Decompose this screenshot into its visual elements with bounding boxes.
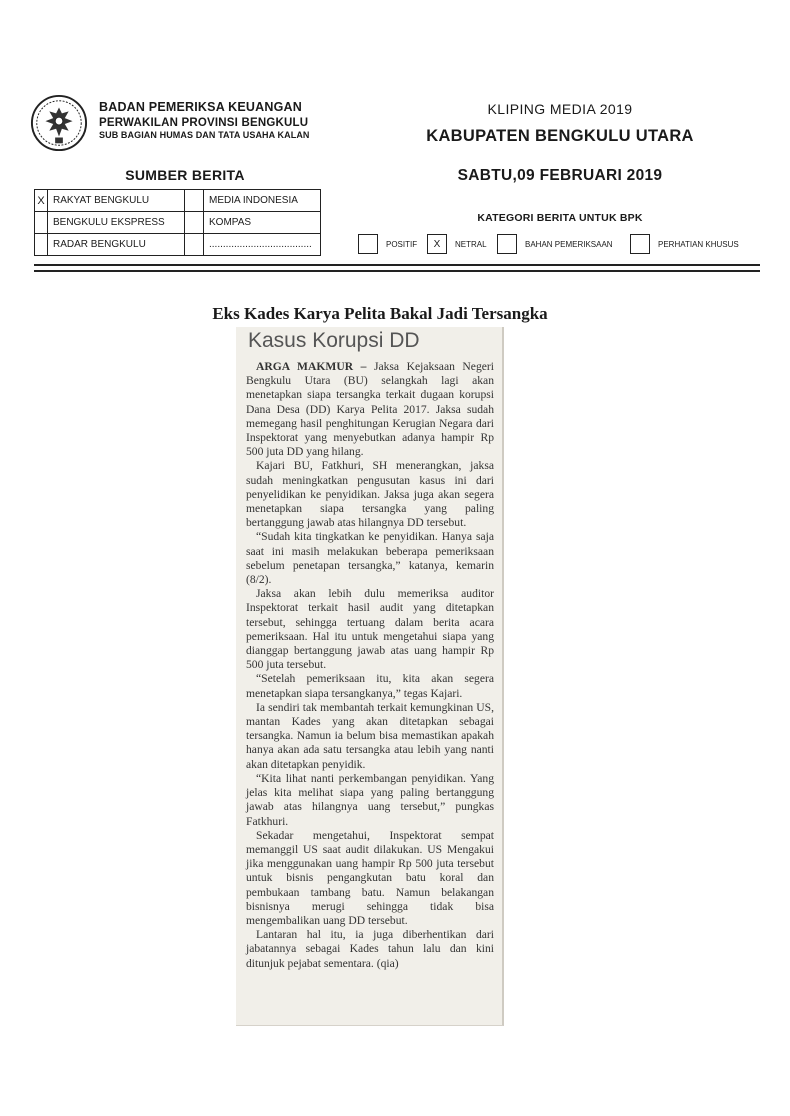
article-paragraph: Ia sendiri tak membantah terkait kemungkinan US, mantan Kades yang akan ditetapkan sebagai tersangka. Namun ia belum bisa memastikan apakah hanya akan ada satu tersangka atau lebih yang nanti akan ditetapkan penyidik. (246, 700, 494, 771)
category-perhatian-khusus (630, 234, 739, 254)
category-netral (427, 234, 487, 254)
source-name: MEDIA INDONESIA (204, 190, 321, 212)
org-division: SUB BAGIAN HUMAS DAN TATA USAHA KALAN (99, 130, 310, 140)
category-checkbox: X (427, 234, 447, 254)
article-paragraph (246, 360, 494, 459)
category-bahan-pemeriksaan (497, 234, 613, 254)
article-headline: Eks Kades Karya Pelita Bakal Jadi Tersangka (212, 304, 548, 323)
organization-block (99, 100, 310, 141)
source-checkbox (185, 190, 204, 212)
source-checkbox (185, 212, 204, 234)
article-paragraph: Sekadar mengetahui, Inspektorat sempat memanggil US saat audit dilakukan. US Mengakui jika menggunakan uang hampir Rp 500 juta tersebut untuk bisnis pengangkutan batu koral dan pembukaan tambang batu. Namun belakangan bisnisnya merugi sehingga tidak bisa mengembalikan uang DD tersebut. (246, 828, 494, 927)
article-lead: Jaksa Kejaksaan Negeri Bengkulu Utara (BU) selangkah lagi akan menetapkan siapa tersangka terkait dugaan korupsi Dana Desa (DD) Karya Pelita 2017. Jaksa sudah memegang hasil penghitungan Kerugian Negara dari Inspektorat yang menyebutkan adanya hampir Rp 500 juta DD yang hilang. (246, 360, 494, 459)
category-section-title: KATEGORI BERITA UNTUK BPK (477, 212, 643, 224)
category-label: NETRAL (455, 239, 487, 249)
category-checkbox (630, 234, 650, 254)
article-subheadline: Kasus Korupsi DD (248, 329, 420, 352)
bpk-emblem-logo (30, 94, 88, 152)
source-checkbox (35, 212, 48, 234)
article-body (246, 360, 494, 971)
category-checkbox (497, 234, 517, 254)
header-divider (34, 270, 760, 272)
source-row (35, 212, 321, 234)
source-section-title: SUMBER BERITA (125, 167, 245, 183)
article-dateline: ARGA MAKMUR – (256, 360, 367, 373)
category-checkbox (358, 234, 378, 254)
category-label: POSITIF (386, 239, 418, 249)
source-name: ..................................... (204, 234, 321, 256)
category-positif (358, 234, 417, 254)
source-table (34, 189, 321, 256)
source-checkbox (35, 234, 48, 256)
source-row (35, 234, 321, 256)
article-paragraph: “Setelah pemeriksaan itu, kita akan segera menetapkan siapa tersangkanya,” tegas Kajari. (246, 672, 494, 700)
org-branch: PERWAKILAN PROVINSI BENGKULU (99, 116, 309, 129)
source-name: KOMPAS (204, 212, 321, 234)
category-label: PERHATIAN KHUSUS (658, 239, 739, 249)
source-checkbox: X (35, 190, 48, 212)
org-name: BADAN PEMERIKSA KEUANGAN (99, 100, 302, 114)
article-paragraph: Kajari BU, Fatkhuri, SH menerangkan, jaksa sudah meningkatkan pengusutan kasus ini dari penyelidikan ke penyidikan. Jaksa juga akan segera menetapkan siapa tersangka yang paling bertanggung jawab atas hilangnya DD tersebut. (246, 459, 494, 530)
article-paragraph: “Sudah kita tingkatkan ke penyidikan. Hanya saja saat ini masih melakukan beberapa pemeriksaan sebelum penetapan tersangka,” katanya, kemarin (8/2). (246, 530, 494, 587)
source-name: BENGKULU EKSPRESS (48, 212, 185, 234)
article-paragraph: Jaksa akan lebih dulu memeriksa auditor Inspektorat terkait hasil audit yang ditetapkan tersebut, sehingga tertuang dalam berita acara pemeriksaan. Hal itu untuk mengetahui siapa yang dianggap bertanggung jawab atas uang hampir Rp 500 juta tersebut. (246, 587, 494, 672)
kliping-title: KLIPING MEDIA 2019 (487, 101, 633, 117)
source-name: RAKYAT BENGKULU (48, 190, 185, 212)
source-row (35, 190, 321, 212)
source-checkbox (185, 234, 204, 256)
kabupaten-title: KABUPATEN BENGKULU UTARA (426, 127, 694, 145)
article-paragraph: “Kita lihat nanti perkembangan penyidikan. Yang jelas kita melihat siapa yang paling bertanggung jawab atas hilangnya uang tersebut,” pungkas Fatkhuri. (246, 771, 494, 828)
source-name: RADAR BENGKULU (48, 234, 185, 256)
category-label: BAHAN PEMERIKSAAN (525, 239, 613, 249)
date-title: SABTU,09 FEBRUARI 2019 (457, 167, 663, 184)
article-paragraph: Lantaran hal itu, ia juga diberhentikan dari jabatannya sebagai Kades tahun lalu dan kini ditunjuk pejabat sementara. (qia) (246, 928, 494, 970)
header-divider (34, 264, 760, 266)
